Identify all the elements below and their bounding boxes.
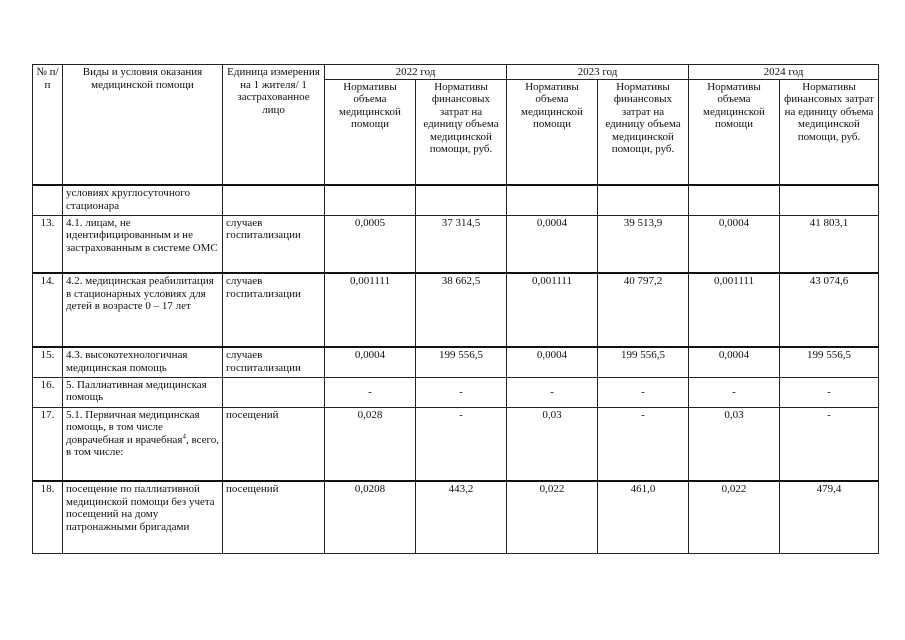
cell-unit: посещений <box>223 407 325 481</box>
cell-c2024: 479,4 <box>780 481 879 553</box>
table-row <box>33 215 879 273</box>
cell-v2022: 0,0004 <box>325 347 416 377</box>
cell-c2024: 43 074,6 <box>780 273 879 347</box>
header-kinds: Виды и условия оказания медицинской помощи <box>63 65 223 186</box>
cell-num: 15. <box>33 347 63 377</box>
table-row-continuation <box>33 185 879 215</box>
cell-v2024: 0,0004 <box>689 215 780 273</box>
header-norm-volume-2023: Нормативы объема медицинской помощи <box>507 79 598 185</box>
cell-kind-text: 5.1. Первичная медицинская помощь, в том числе доврачебная и врачебная <box>66 408 200 446</box>
cell-num: 18. <box>33 481 63 553</box>
table-row <box>33 377 879 407</box>
cell-c2022: - <box>416 377 507 407</box>
cell-v2023 <box>507 185 598 215</box>
cell-v2024: 0,022 <box>689 481 780 553</box>
cell-c2023: 40 797,2 <box>598 273 689 347</box>
cell-unit: случаев госпитализации <box>223 215 325 273</box>
footnote-marker: 4 <box>182 431 186 440</box>
cell-v2024: 0,03 <box>689 407 780 481</box>
cell-v2024: 0,001111 <box>689 273 780 347</box>
cell-c2024 <box>780 185 879 215</box>
cell-unit: случаев госпитализации <box>223 347 325 377</box>
medical-care-norms-table <box>32 64 879 554</box>
cell-v2022: 0,028 <box>325 407 416 481</box>
cell-c2022: 38 662,5 <box>416 273 507 347</box>
cell-num: 16. <box>33 377 63 407</box>
table-row <box>33 481 879 553</box>
header-year-2022: 2022 год <box>325 65 507 80</box>
table-row <box>33 273 879 347</box>
cell-c2024: 199 556,5 <box>780 347 879 377</box>
cell-v2023: 0,0004 <box>507 347 598 377</box>
header-year-2023: 2023 год <box>507 65 689 80</box>
cell-v2024 <box>689 185 780 215</box>
cell-unit <box>223 377 325 407</box>
cell-c2022: 443,2 <box>416 481 507 553</box>
cell-v2023: - <box>507 377 598 407</box>
cell-v2023: 0,001111 <box>507 273 598 347</box>
cell-num: 14. <box>33 273 63 347</box>
cell-c2023: 199 556,5 <box>598 347 689 377</box>
cell-v2023: 0,022 <box>507 481 598 553</box>
cell-c2023 <box>598 185 689 215</box>
cell-unit <box>223 185 325 215</box>
cell-c2023: 461,0 <box>598 481 689 553</box>
cell-num <box>33 185 63 215</box>
cell-kind: 5. Паллиативная медицинская помощь <box>63 377 223 407</box>
table-row <box>33 347 879 377</box>
cell-v2022: 0,0005 <box>325 215 416 273</box>
header-norm-cost-2022: Нормативы финансовых затрат на единицу объема медицинской помощи, руб. <box>416 79 507 185</box>
cell-c2024: - <box>780 407 879 481</box>
header-unit: Единица измерения на 1 жителя/ 1 застрахованное лицо <box>223 65 325 186</box>
table-row <box>33 407 879 481</box>
header-year-2024: 2024 год <box>689 65 879 80</box>
cell-c2022: - <box>416 407 507 481</box>
cell-kind <box>63 407 223 481</box>
cell-num: 17. <box>33 407 63 481</box>
cell-c2022: 199 556,5 <box>416 347 507 377</box>
cell-c2023: - <box>598 377 689 407</box>
cell-v2022: 0,001111 <box>325 273 416 347</box>
cell-unit: посещений <box>223 481 325 553</box>
cell-kind: 4.2. медицинская реабилитация в стационарных условиях для детей в возрасте 0 – 17 лет <box>63 273 223 347</box>
cell-v2024: - <box>689 377 780 407</box>
header-norm-cost-2024: Нормативы финансовых затрат на единицу объема медицинской помощи, руб. <box>780 79 879 185</box>
header-num: № п/п <box>33 65 63 186</box>
cell-c2023: 39 513,9 <box>598 215 689 273</box>
cell-c2024: 41 803,1 <box>780 215 879 273</box>
header-norm-volume-2024: Нормативы объема медицинской помощи <box>689 79 780 185</box>
cell-kind: условиях круглосуточного стационара <box>63 185 223 215</box>
cell-v2022: - <box>325 377 416 407</box>
cell-kind: 4.1. лицам, не идентифицированным и не застрахованным в системе ОМС <box>63 215 223 273</box>
cell-v2023: 0,03 <box>507 407 598 481</box>
cell-num: 13. <box>33 215 63 273</box>
cell-kind: посещение по паллиативной медицинской помощи без учета посещений на дому патронажными бригадами <box>63 481 223 553</box>
cell-v2022: 0,0208 <box>325 481 416 553</box>
cell-v2023: 0,0004 <box>507 215 598 273</box>
cell-v2024: 0,0004 <box>689 347 780 377</box>
header-norm-volume-2022: Нормативы объема медицинской помощи <box>325 79 416 185</box>
cell-v2022 <box>325 185 416 215</box>
cell-c2023: - <box>598 407 689 481</box>
cell-kind: 4.3. высокотехнологичная медицинская помощь <box>63 347 223 377</box>
header-row-years <box>33 65 879 80</box>
cell-c2022: 37 314,5 <box>416 215 507 273</box>
cell-unit: случаев госпитализации <box>223 273 325 347</box>
cell-c2024: - <box>780 377 879 407</box>
cell-kind-tail: , всего, в том числе: <box>66 433 219 458</box>
header-norm-cost-2023: Нормативы финансовых затрат на единицу объема медицинской помощи, руб. <box>598 79 689 185</box>
cell-c2022 <box>416 185 507 215</box>
